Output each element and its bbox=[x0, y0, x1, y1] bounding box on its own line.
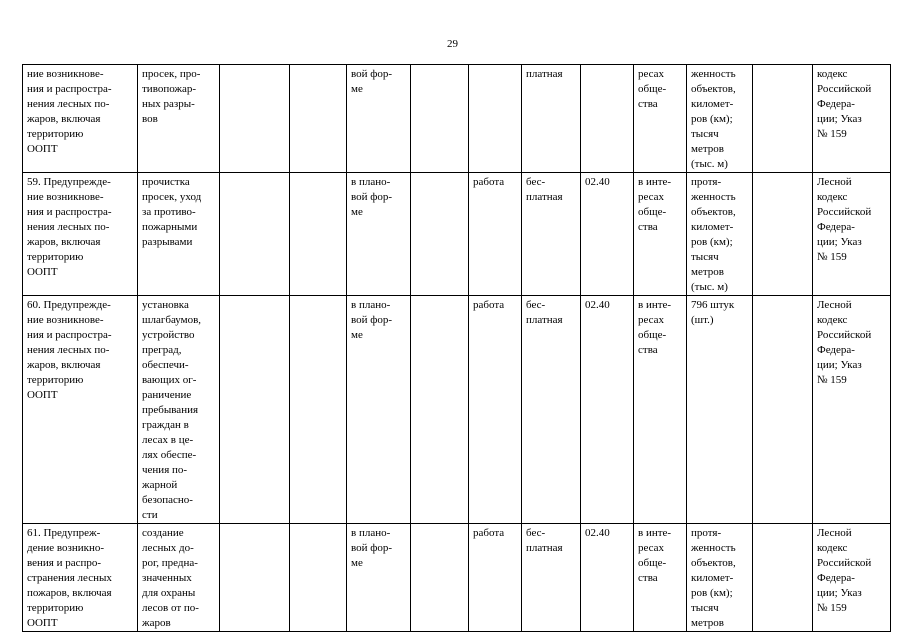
empty-cell bbox=[411, 173, 469, 296]
form-cell: вой фор- ме bbox=[347, 65, 411, 173]
legal-basis-cell: Лесной кодекс Российской Федера- ции; Указ № 159 bbox=[813, 173, 891, 296]
empty-cell bbox=[290, 65, 347, 173]
code-cell: 02.40 bbox=[581, 524, 634, 632]
consumer-cell: в инте- ресах обще- ства bbox=[634, 524, 687, 632]
empty-cell bbox=[753, 524, 813, 632]
consumer-cell: в инте- ресах обще- ства bbox=[634, 173, 687, 296]
work-content-cell: просек, про- тивопожар- ных разры- вов bbox=[138, 65, 220, 173]
measure-cell: протя- женность объектов, километ- ров (км); тысяч метров bbox=[687, 524, 753, 632]
page-number: 29 bbox=[447, 38, 458, 50]
work-content-cell: установка шлагбаумов, устройство преград, обеспечи- вающих ог- раничение пребывания граждан в лесах в це- лях обеспе- чения по- жарной безопасно- сти bbox=[138, 296, 220, 524]
empty-cell bbox=[753, 173, 813, 296]
empty-cell bbox=[753, 65, 813, 173]
type-cell: работа bbox=[469, 173, 522, 296]
measure-cell: 796 штук (шт.) bbox=[687, 296, 753, 524]
empty-cell bbox=[290, 296, 347, 524]
work-name-cell: 59. Предупрежде- ние возникнове- ния и распростра- нения лесных по- жаров, включая территорию ООПТ bbox=[23, 173, 138, 296]
empty-cell bbox=[220, 173, 290, 296]
consumer-cell: в инте- ресах обще- ства bbox=[634, 296, 687, 524]
legal-basis-cell: кодекс Российской Федера- ции; Указ № 159 bbox=[813, 65, 891, 173]
legal-basis-cell: Лесной кодекс Российской Федера- ции; Указ № 159 bbox=[813, 524, 891, 632]
table-row bbox=[23, 296, 891, 524]
empty-cell bbox=[411, 296, 469, 524]
type-cell bbox=[469, 65, 522, 173]
type-cell: работа bbox=[469, 524, 522, 632]
code-cell: 02.40 bbox=[581, 173, 634, 296]
payment-cell: бес- платная bbox=[522, 296, 581, 524]
payment-cell: бес- платная bbox=[522, 173, 581, 296]
work-name-cell: 60. Предупрежде- ние возникнове- ния и распростра- нения лесных по- жаров, включая территорию ООПТ bbox=[23, 296, 138, 524]
work-name-cell: ние возникнове- ния и распростра- нения лесных по- жаров, включая территорию ООПТ bbox=[23, 65, 138, 173]
type-cell: работа bbox=[469, 296, 522, 524]
empty-cell bbox=[753, 296, 813, 524]
work-name-cell: 61. Предупреж- дение возникно- вения и распро- странения лесных пожаров, включая территорию ООПТ bbox=[23, 524, 138, 632]
consumer-cell: ресах обще- ства bbox=[634, 65, 687, 173]
table-row bbox=[23, 173, 891, 296]
work-content-cell: создание лесных до- рог, предна- значенных для охраны лесов от по- жаров bbox=[138, 524, 220, 632]
empty-cell bbox=[220, 524, 290, 632]
table-row bbox=[23, 524, 891, 632]
empty-cell bbox=[290, 524, 347, 632]
empty-cell bbox=[220, 296, 290, 524]
measure-cell: протя- женность объектов, километ- ров (км); тысяч метров (тыс. м) bbox=[687, 173, 753, 296]
code-cell bbox=[581, 65, 634, 173]
legal-basis-cell: Лесной кодекс Российской Федера- ции; Указ № 159 bbox=[813, 296, 891, 524]
form-cell: в плано- вой фор- ме bbox=[347, 173, 411, 296]
table-row bbox=[23, 65, 891, 173]
work-content-cell: прочистка просек, уход за противо- пожарными разрывами bbox=[138, 173, 220, 296]
payment-cell: платная bbox=[522, 65, 581, 173]
empty-cell bbox=[290, 173, 347, 296]
empty-cell bbox=[411, 65, 469, 173]
services-table bbox=[22, 64, 891, 632]
form-cell: в плано- вой фор- ме bbox=[347, 296, 411, 524]
empty-cell bbox=[220, 65, 290, 173]
measure-cell: женность объектов, километ- ров (км); тысяч метров (тыс. м) bbox=[687, 65, 753, 173]
empty-cell bbox=[411, 524, 469, 632]
form-cell: в плано- вой фор- ме bbox=[347, 524, 411, 632]
payment-cell: бес- платная bbox=[522, 524, 581, 632]
code-cell: 02.40 bbox=[581, 296, 634, 524]
